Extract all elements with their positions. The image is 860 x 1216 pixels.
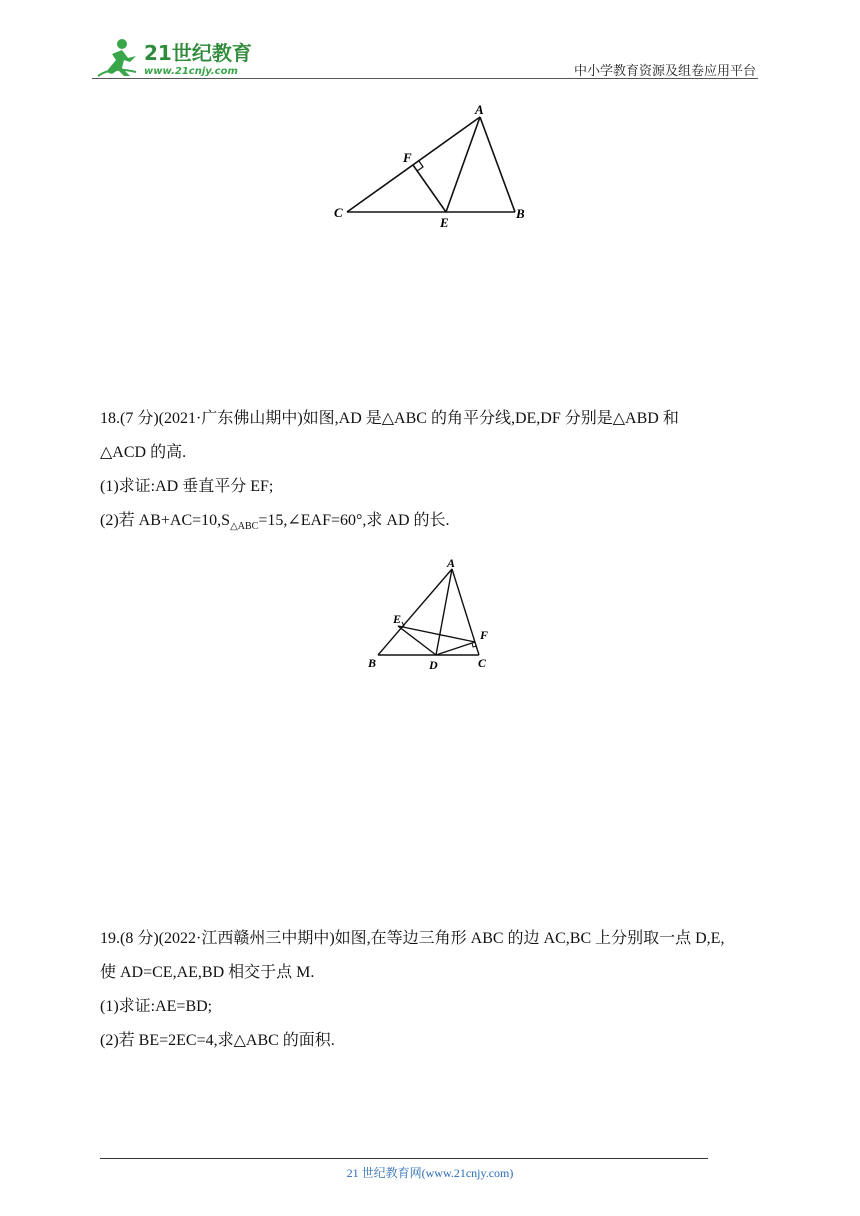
label-F: F bbox=[480, 628, 489, 642]
header-divider bbox=[92, 78, 758, 79]
label-C: C bbox=[334, 205, 343, 220]
question-19-line1: 19.(8 分)(2022·江西赣州三中期中)如图,在等边三角形 ABC 的边 AC,BC 上分别取一点 D,E, bbox=[100, 930, 725, 947]
footer-divider bbox=[100, 1158, 708, 1159]
question-18-line1: 18.(7 分)(2021·广东佛山期中)如图,AD 是△ABC 的角平分线,DE,DF 分别是△ABD 和 bbox=[100, 410, 679, 427]
label-A: A bbox=[447, 556, 456, 570]
label-D: D bbox=[429, 658, 438, 672]
label-E: E bbox=[393, 612, 402, 626]
question-18-line2: △ACD 的高. bbox=[100, 444, 187, 461]
figure-2 bbox=[360, 555, 500, 675]
label-B: B bbox=[368, 656, 377, 670]
logo-text: 21世纪教育 bbox=[144, 41, 252, 65]
label-A: A bbox=[475, 102, 484, 117]
figure-1 bbox=[320, 100, 540, 235]
question-19-line2: 使 AD=CE,AE,BD 相交于点 M. bbox=[100, 964, 315, 981]
question-18-part1: (1)求证:AD 垂直平分 EF; bbox=[100, 478, 274, 495]
label-C: C bbox=[478, 656, 487, 670]
question-18-part2: (2)若 $AB+AC=10,S_{\triangle ABC}=15,\angle EAF=60^\circ$,求 AD 的长. bbox=[100, 512, 450, 533]
footer-link[interactable]: 21 世纪教育网(www.21cnjy.com) bbox=[346, 1166, 514, 1180]
runner-icon bbox=[98, 39, 136, 76]
logo-url: www.21cnjy.com bbox=[144, 66, 238, 77]
question-18 bbox=[100, 402, 765, 544]
label-B: B bbox=[516, 206, 525, 221]
label-F: F bbox=[403, 150, 412, 165]
question-19-part2: (2)若 BE=2EC=4,求△ABC 的面积. bbox=[100, 1032, 335, 1049]
question-19-part1: (1)求证:AE=BD; bbox=[100, 998, 213, 1015]
question-19 bbox=[100, 922, 765, 1058]
site-logo bbox=[92, 32, 262, 82]
label-E: E bbox=[440, 215, 449, 230]
platform-title: 中小学教育资源及组卷应用平台 bbox=[573, 63, 756, 78]
